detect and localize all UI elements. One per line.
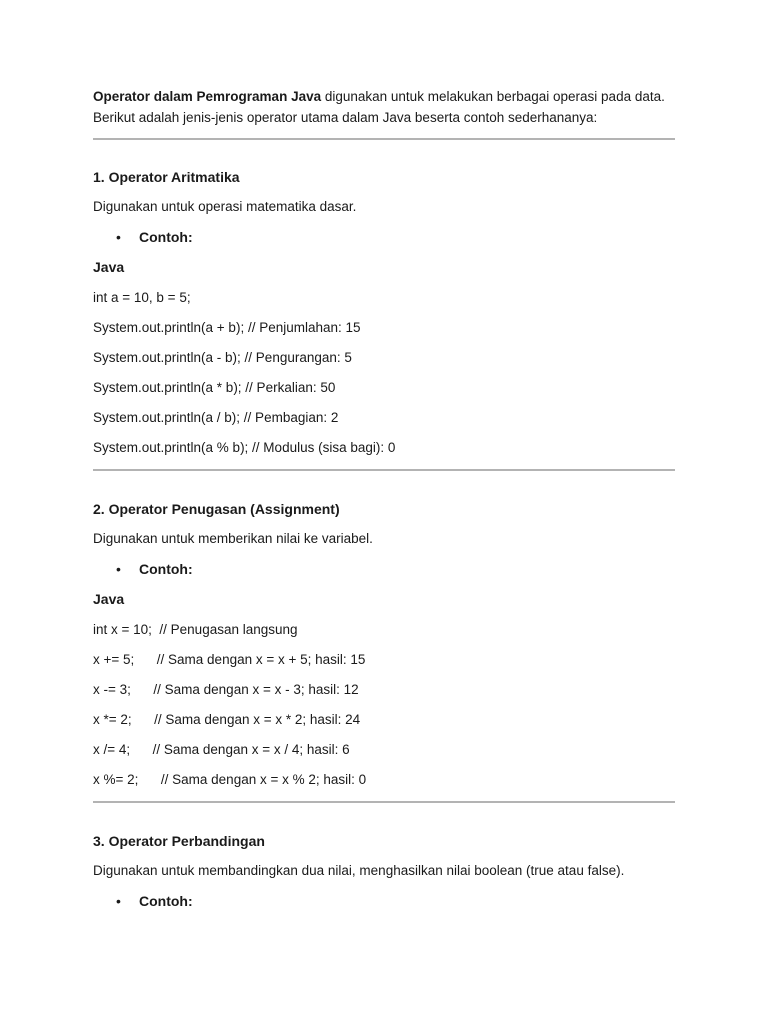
intro-text: digunakan untuk melakukan berbagai operasi pada data. Berikut adalah jenis-jenis operator utama dalam Java beserta contoh sederhananya: (93, 89, 665, 125)
code-line: System.out.println(a + b); // Penjumlahan: 15 (93, 320, 361, 335)
code-line: int a = 10, b = 5; (93, 290, 191, 305)
example-label: Contoh: (139, 229, 193, 245)
code-line: System.out.println(a * b); // Perkalian: 50 (93, 380, 336, 395)
example-bullet (93, 227, 193, 247)
example-label: Contoh: (139, 561, 193, 577)
code-line: System.out.println(a - b); // Pengurangan: 5 (93, 350, 352, 365)
horizontal-rule (93, 801, 675, 803)
example-bullet (93, 891, 193, 911)
code-line: x /= 4; // Sama dengan x = x / 4; hasil: 6 (93, 742, 350, 757)
section-heading: 1. Operator Aritmatika (93, 169, 240, 185)
code-line: x %= 2; // Sama dengan x = x % 2; hasil: 0 (93, 772, 367, 787)
code-line: x += 5; // Sama dengan x = x + 5; hasil: 15 (93, 652, 366, 667)
code-language-label: Java (93, 259, 125, 275)
horizontal-rule (93, 138, 675, 140)
intro-bold-term: Operator dalam Pemrograman Java (93, 89, 322, 104)
code-line: int x = 10; // Penugasan langsung (93, 622, 298, 637)
code-line: x *= 2; // Sama dengan x = x * 2; hasil: 24 (93, 712, 361, 727)
section-description: Digunakan untuk membandingkan dua nilai, menghasilkan nilai boolean (true atau false). (93, 863, 625, 878)
section-heading: 2. Operator Penugasan (Assignment) (93, 501, 340, 517)
bullet-icon: • (116, 893, 121, 909)
example-label: Contoh: (139, 893, 193, 909)
section-description: Digunakan untuk operasi matematika dasar. (93, 199, 357, 214)
example-bullet (93, 559, 193, 579)
intro-paragraph (93, 86, 675, 128)
section-description: Digunakan untuk memberikan nilai ke variabel. (93, 531, 373, 546)
section-heading: 3. Operator Perbandingan (93, 833, 265, 849)
code-language-label: Java (93, 591, 125, 607)
code-line: x -= 3; // Sama dengan x = x - 3; hasil: 12 (93, 682, 359, 697)
bullet-icon: • (116, 561, 121, 577)
horizontal-rule (93, 469, 675, 471)
code-line: System.out.println(a % b); // Modulus (sisa bagi): 0 (93, 440, 396, 455)
bullet-icon: • (116, 229, 121, 245)
code-line: System.out.println(a / b); // Pembagian: 2 (93, 410, 339, 425)
